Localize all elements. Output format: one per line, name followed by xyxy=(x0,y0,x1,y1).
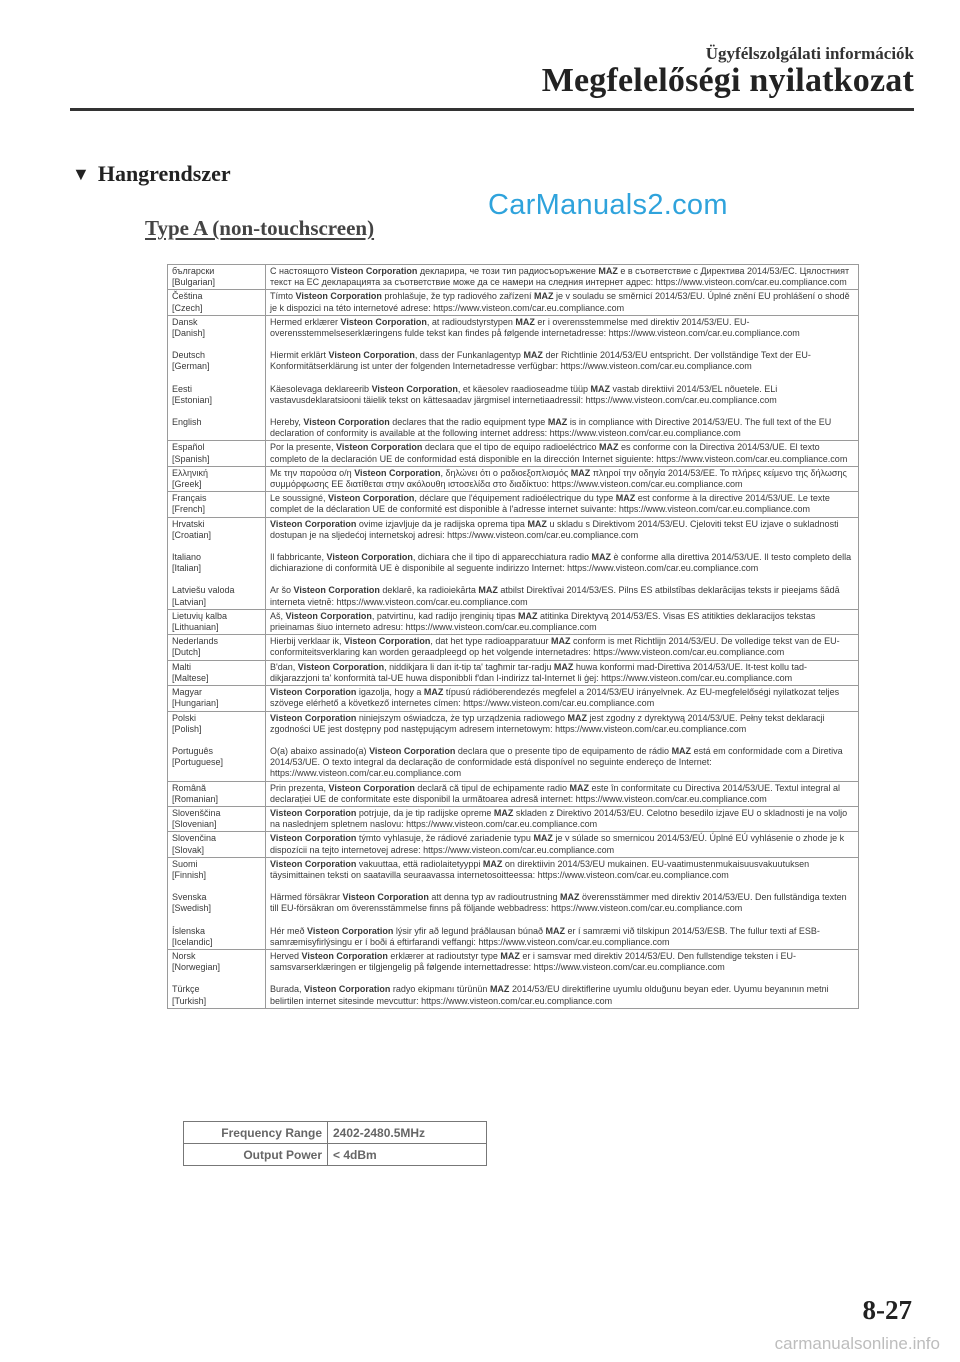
language-name: Română xyxy=(172,782,207,793)
declaration-text: Visteon Corporation igazolja, hogy a MAZ típusú rádióberendezés megfelel a 2014/53/EU irányelvnek. Az EU-megfelelőségi nyilatkozat teljes szövege elérhető a következő internetes címen: https://www.visteon.com/car.eu.compliance.com xyxy=(270,687,840,709)
language-name: English xyxy=(172,417,202,428)
language-name: Slovenčina xyxy=(172,833,217,844)
table-row xyxy=(168,711,859,781)
spec-row xyxy=(184,1122,487,1144)
declaration-cell xyxy=(266,660,859,685)
declaration-cell xyxy=(266,609,859,634)
language-name: Polski xyxy=(172,712,197,723)
declaration-text: Visteon Corporation niniejszym oświadcza, że typ urządzenia radiowego MAZ jest zgodny z dyrektywą 2014/53/UE. Pełny tekst deklaracji zgodności UE jest dostępny pod następującym adresem internetowym: https://www.visteon.com/car.eu.compliance.com xyxy=(270,712,825,734)
declaration-text: Visteon Corporation potrjuje, da je tip radijske opreme MAZ skladen z Direktivo 2014/53/EU. Celotno besedilo izjave EU o skladnosti je na voljo na naslednjem spletnem naslovu: https://www.visteon.com/car.eu.compliance.com xyxy=(270,807,848,830)
language-label xyxy=(172,783,262,805)
spec-label: Output Power xyxy=(184,1144,328,1166)
table-row xyxy=(168,686,859,711)
language-code: [Spanish] xyxy=(172,453,210,464)
language-label xyxy=(172,984,262,1006)
language-label xyxy=(172,713,262,735)
language-name: Dansk xyxy=(172,316,198,327)
language-name: Português xyxy=(172,745,214,756)
triangle-down-icon: ▼ xyxy=(72,163,90,184)
declaration-cell xyxy=(266,290,859,315)
declaration-cell xyxy=(266,832,859,857)
language-name: Ελληνική xyxy=(172,467,209,478)
section-heading xyxy=(72,161,231,187)
declaration-cell xyxy=(266,492,859,517)
language-label xyxy=(172,468,262,490)
language-cell xyxy=(168,441,266,466)
language-code: [Estonian] xyxy=(172,394,213,405)
language-label xyxy=(172,585,262,607)
table-row xyxy=(168,832,859,857)
table-row xyxy=(168,315,859,441)
language-name: Suomi xyxy=(172,858,198,869)
declaration-text: Herved Visteon Corporation erklærer at radioutstyr type MAZ er i samsvar med direktiv 2014/53/EU. Den fullstendige teksten i EU-samsvarserklæringen er tilgjengelig på følgende internettadresse: https://www.visteon.com/car.eu.compliance.com xyxy=(270,950,797,973)
language-name: Eesti xyxy=(172,383,193,394)
spec-table-body xyxy=(184,1122,487,1166)
language-name: Norsk xyxy=(172,950,196,961)
declaration-cell xyxy=(266,806,859,831)
language-cell xyxy=(168,806,266,831)
language-cell xyxy=(168,609,266,634)
language-cell xyxy=(168,686,266,711)
language-code: [Swedish] xyxy=(172,903,212,914)
language-name: Türkçe xyxy=(172,984,200,995)
language-cell xyxy=(168,492,266,517)
language-label xyxy=(172,317,262,339)
declaration-text: Hermed erklærer Visteon Corporation, at radioudstyrstypen MAZ er i overensstemmelse med direktiv 2014/53/EU. EU-overensstemmelseserklæringens fulde tekst kan findes på følgende internetadresse: https://www.visteon.com/car.eu.compliance.com xyxy=(270,316,800,339)
language-label xyxy=(172,662,262,684)
language-code: [Norwegian] xyxy=(172,962,221,973)
language-name: Malti xyxy=(172,661,192,672)
language-label xyxy=(172,859,262,881)
language-label xyxy=(172,746,262,768)
language-code: [Maltese] xyxy=(172,672,209,683)
language-name: Nederlands xyxy=(172,636,219,647)
language-name: Lietuvių kalba xyxy=(172,610,228,621)
language-code: [Romanian] xyxy=(172,793,219,804)
language-name: Latviešu valoda xyxy=(172,585,235,596)
footer-watermark: carmanualsonline.info xyxy=(774,1334,940,1353)
declaration-text: Ar šo Visteon Corporation deklarē, ka radioiekārta MAZ atbilst Direktīvai 2014/53/ES. Pilns ES atbilstības deklarācijas teksts ir pieejams šādā interneta vietnē: https://www.visteon.com/car.eu.compliance.com xyxy=(270,585,840,607)
language-label xyxy=(172,808,262,830)
table-row xyxy=(168,492,859,517)
language-code: [Czech] xyxy=(172,302,203,313)
language-label xyxy=(172,552,262,574)
declaration-text: Burada, Visteon Corporation radyo ekipmanı türünün MAZ 2014/53/EU direktiflerine uyumlu olduğunu beyan eder. Uyumu beyanının metni belirtilen internet sitesinde mevcuttur: https://www.visteon.com/car.eu.compliance.com xyxy=(270,984,829,1006)
section-title: Hangrendszer xyxy=(97,161,231,186)
language-cell xyxy=(168,660,266,685)
table-row xyxy=(168,781,859,806)
declaration-text: Hér með Visteon Corporation lýsir yfir að legund þráðlausan búnað MAZ er í samræmi við tilskipun 2014/53/ESB. The fullur texti af ESB-samræmisyfirlýsingu er í boði á eftirfarandi veffangi: https://www.visteon.com/car.eu.compliance.com xyxy=(270,925,820,947)
declaration-text: Visteon Corporation ovime izjavljuje da je radijska oprema tipa MAZ u skladu s Direktivom 2014/53/EU. Cjeloviti tekst EU izjave o sukladnosti dostupan je na sljedećoj internetskoj adresi: https://www.visteon.com/car.eu.compliance.com xyxy=(270,518,839,540)
language-code: [Greek] xyxy=(172,479,202,490)
language-label xyxy=(172,519,262,541)
table-row xyxy=(168,517,859,609)
language-code: [Slovenian] xyxy=(172,819,217,830)
declaration-cell xyxy=(266,711,859,781)
language-cell xyxy=(168,781,266,806)
table-row xyxy=(168,609,859,634)
declaration-text: Aš, Visteon Corporation, patvirtinu, kad radijo įrenginių tipas MAZ atitinka Direktyvą 2014/53/ES. Visas ES atitikties deklaracijos tekstas prieinamas šiuo interneto adresu: https://www.visteon.com/car.eu.compliance.com xyxy=(270,610,816,633)
declaration-table-body xyxy=(168,265,859,1009)
language-label xyxy=(172,611,262,633)
language-cell xyxy=(168,466,266,491)
language-name: Magyar xyxy=(172,687,203,698)
language-label xyxy=(172,493,262,515)
header-divider xyxy=(70,108,914,111)
language-cell xyxy=(168,265,266,290)
language-code: [Dutch] xyxy=(172,647,201,658)
language-label xyxy=(172,892,262,914)
declaration-cell xyxy=(266,517,859,609)
language-code: [Icelandic] xyxy=(172,936,213,947)
language-name: български xyxy=(172,266,215,276)
site-watermark: CarManuals2.com xyxy=(488,189,728,221)
language-cell xyxy=(168,711,266,781)
language-code: [Turkish] xyxy=(172,995,207,1006)
declaration-text: Käesolevaga deklareerib Visteon Corporation, et käesolev raadioseadme tüüp MAZ vastab direktiivi 2014/53/EL nõuetele. ELi vastavusdeklaratsiooni täielik tekst on kättesaadav järgmisel internetiaadressil: https://www.visteon.com/car.eu.compliance.com xyxy=(270,383,778,405)
language-cell xyxy=(168,857,266,949)
language-code: [Polish] xyxy=(172,723,202,734)
language-label xyxy=(172,350,262,372)
language-label xyxy=(172,926,262,948)
language-label xyxy=(172,636,262,658)
language-code: [Italian] xyxy=(172,563,202,574)
language-code: [Slovak] xyxy=(172,844,205,855)
language-name: Svenska xyxy=(172,892,207,903)
declaration-cell xyxy=(266,686,859,711)
table-row xyxy=(168,265,859,290)
language-name: Français xyxy=(172,493,207,504)
language-code: [Latvian] xyxy=(172,596,207,607)
declaration-text: С настоящото Visteon Corporation декларира, че този тип радиосъоръжение MAZ е в съответствие с Директива 2014/53/ЕС. Цялостният текст на ЕС декларацията за съответствие може да се намери на следния интернет адрес: https://www.visteon.com/car.eu.compliance.com xyxy=(270,266,850,288)
language-name: Slovenščina xyxy=(172,807,221,818)
spec-row xyxy=(184,1144,487,1166)
type-subtitle: Type A (non-touchscreen) xyxy=(145,216,375,240)
table-row xyxy=(168,660,859,685)
declaration-text: Por la presente, Visteon Corporation declara que el tipo de equipo radioeléctrico MAZ es conforme con la Directiva 2014/53/UE. El texto completo de la declaración UE de conformidad está disponible en la dirección Internet siguiente: https://www.visteon.com/car.eu.compliance.com xyxy=(270,442,848,464)
declaration-cell xyxy=(266,635,859,660)
spec-value: < 4dBm xyxy=(328,1144,487,1166)
declaration-text: Hierbij verklaar ik, Visteon Corporation, dat het type radioapparatuur MAZ conform is met Richtlijn 2014/53/EU. De volledige tekst van de EU-conformiteitsverklaring kan worden geraadpleegd op het volgende internetadres: https://www.visteon.com/car.eu.compliance.com xyxy=(270,636,840,658)
declaration-text: O(a) abaixo assinado(a) Visteon Corporation declara que o presente tipo de equipamento de rádio MAZ está em conformidade com a Diretiva 2014/53/UE. O texto integral da declaração de conformidade está disponível no seguinte endereço de Internet: https://www.visteon.com/car.eu.compliance.com xyxy=(270,745,843,779)
language-code: [Portuguese] xyxy=(172,757,224,768)
language-code: [Croatian] xyxy=(172,529,212,540)
language-cell xyxy=(168,290,266,315)
declaration-text: Härmed försäkrar Visteon Corporation att denna typ av radioutrustning MAZ överensstämmer med direktiv 2014/53/EU. Den fullständiga texten till EU-försäkran om överensstämmelse finns på följande webbadress: https://www.visteon.com/car.eu.compliance.com xyxy=(270,892,847,914)
language-code: [Hungarian] xyxy=(172,698,219,709)
declaration-cell xyxy=(266,265,859,290)
language-code: [Finnish] xyxy=(172,869,207,880)
language-cell xyxy=(168,635,266,660)
declaration-cell xyxy=(266,857,859,949)
declaration-text: Visteon Corporation týmto vyhlasuje, že rádiové zariadenie typu MAZ je v súlade so smernicou 2014/53/EÚ. Úplné EÚ vyhlásenie o zhode je k dispozícii na tejto internetovej adrese: https://www.visteon.com/car.eu.compliance.com xyxy=(270,833,845,855)
table-row xyxy=(168,635,859,660)
declaration-cell xyxy=(266,781,859,806)
language-name: Español xyxy=(172,442,205,453)
declaration-text: Hereby, Visteon Corporation declares that the radio equipment type MAZ is in compliance with Directive 2014/53/EU. The full text of the EU declaration of conformity is available at the following internet address: https://www.visteon.com/car.eu.compliance.com xyxy=(270,417,832,439)
table-row xyxy=(168,857,859,949)
table-row xyxy=(168,949,859,1008)
language-code: [Lithuanian] xyxy=(172,622,219,633)
declaration-text: Hiermit erklärt Visteon Corporation, dass der Funkanlagentyp MAZ der Richtlinie 2014/53/EU entspricht. Der vollständige Text der EU-Konformitätserklärung ist unter der folgenden Internetadresse verfügbar: https://www.visteon.com/car.eu.compliance.com xyxy=(270,350,811,372)
language-name: Íslenska xyxy=(172,925,206,936)
language-name: Čeština xyxy=(172,291,203,302)
spec-label: Frequency Range xyxy=(184,1122,328,1144)
language-label xyxy=(172,291,262,313)
language-cell xyxy=(168,517,266,609)
language-code: [French] xyxy=(172,504,206,515)
declaration-text: Il fabbricante, Visteon Corporation, dichiara che il tipo di apparecchiatura radio MAZ è conforme alla direttiva 2014/53/UE. Il testo completo della dichiarazione di conformità UE è disponibile al seguente indirizzo Internet: https://www.visteon.com/car.eu.compliance.com xyxy=(270,552,852,574)
language-name: Hrvatski xyxy=(172,518,205,529)
declaration-text: Prin prezenta, Visteon Corporation declară că tipul de echipamente radio MAZ este în conformitate cu Directiva 2014/53/UE. Textul integral al declarației UE de conformitate este disponibil la următoarea adresă internet: https://www.visteon.com/car.eu.compliance.com xyxy=(270,782,840,804)
language-cell xyxy=(168,949,266,1008)
language-label xyxy=(172,417,262,428)
language-code: [Danish] xyxy=(172,328,206,339)
language-label xyxy=(172,266,262,288)
language-name: Italiano xyxy=(172,552,202,563)
declaration-text: Tímto Visteon Corporation prohlašuje, že typ radiového zařízení MAZ je v souladu se směrnicí 2014/53/EU. Úplné znění EU prohlášení o shodě je k dispozici na této internetové adrese: https://www.visteon.com/car.eu.compliance.com xyxy=(270,291,850,313)
table-row xyxy=(168,441,859,466)
declaration-text: Με την παρούσα ο/η Visteon Corporation, δηλώνει ότι ο ραδιοεξοπλισμός MAZ πληροί την οδηγία 2014/53/ΕΕ. Το πλήρες κείμενο της δήλωσης συμμόρφωσης ΕΕ διατίθεται στην ακόλουθη ιστοσελίδα στο διαδίκτυο: https://www.visteon.com/car.eu.compliance.com xyxy=(270,467,847,490)
table-row xyxy=(168,466,859,491)
chapter-subtitle: Ügyfélszolgálati információk xyxy=(705,44,914,63)
declaration-cell xyxy=(266,441,859,466)
table-row xyxy=(168,290,859,315)
declaration-cell xyxy=(266,315,859,441)
table-row xyxy=(168,806,859,831)
declaration-text: Le soussigné, Visteon Corporation, déclare que l'équipement radioélectrique du type MAZ est conforme à la directive 2014/53/UE. Le texte complet de la déclaration UE de conformité est disponible à l'adresse internet suivante: https://www.visteon.com/car.eu.compliance.com xyxy=(270,493,830,515)
declaration-text: Visteon Corporation vakuuttaa, että radiolaitetyyppi MAZ on direktiivin 2014/53/EU mukainen. EU-vaatimustenmukaisuusvakuutuksen täysimittainen teksti on saatavilla seuraavassa internetosoitteessa: https://www.visteon.com/car.eu.compliance.com xyxy=(270,858,810,880)
language-label xyxy=(172,442,262,464)
declaration-cell xyxy=(266,466,859,491)
language-code: [German] xyxy=(172,361,210,372)
declaration-cell xyxy=(266,949,859,1008)
language-cell xyxy=(168,315,266,441)
declaration-text: B'dan, Visteon Corporation, niddikjara li dan it-tip ta' tagħmir tar-radju MAZ huwa konformi mad-Direttiva 2014/53/UE. It-test kollu tad-dikjarazzjoni ta' konformità tal-UE huwa disponibbli f'dan l-indirizz tal-Internet li ġej: https://www.visteon.com/car.eu.compliance.com xyxy=(270,661,807,683)
page-title: Megfelelőségi nyilatkozat xyxy=(541,62,914,99)
spec-value: 2402-2480.5MHz xyxy=(328,1122,487,1144)
language-code: [Bulgarian] xyxy=(172,277,216,288)
language-label xyxy=(172,833,262,855)
spec-table xyxy=(183,1121,487,1166)
language-name: Deutsch xyxy=(172,350,206,361)
language-label xyxy=(172,951,262,973)
language-label xyxy=(172,384,262,406)
language-cell xyxy=(168,832,266,857)
language-label xyxy=(172,687,262,709)
page-number: 8-27 xyxy=(862,1295,912,1325)
declaration-table xyxy=(167,264,859,1009)
